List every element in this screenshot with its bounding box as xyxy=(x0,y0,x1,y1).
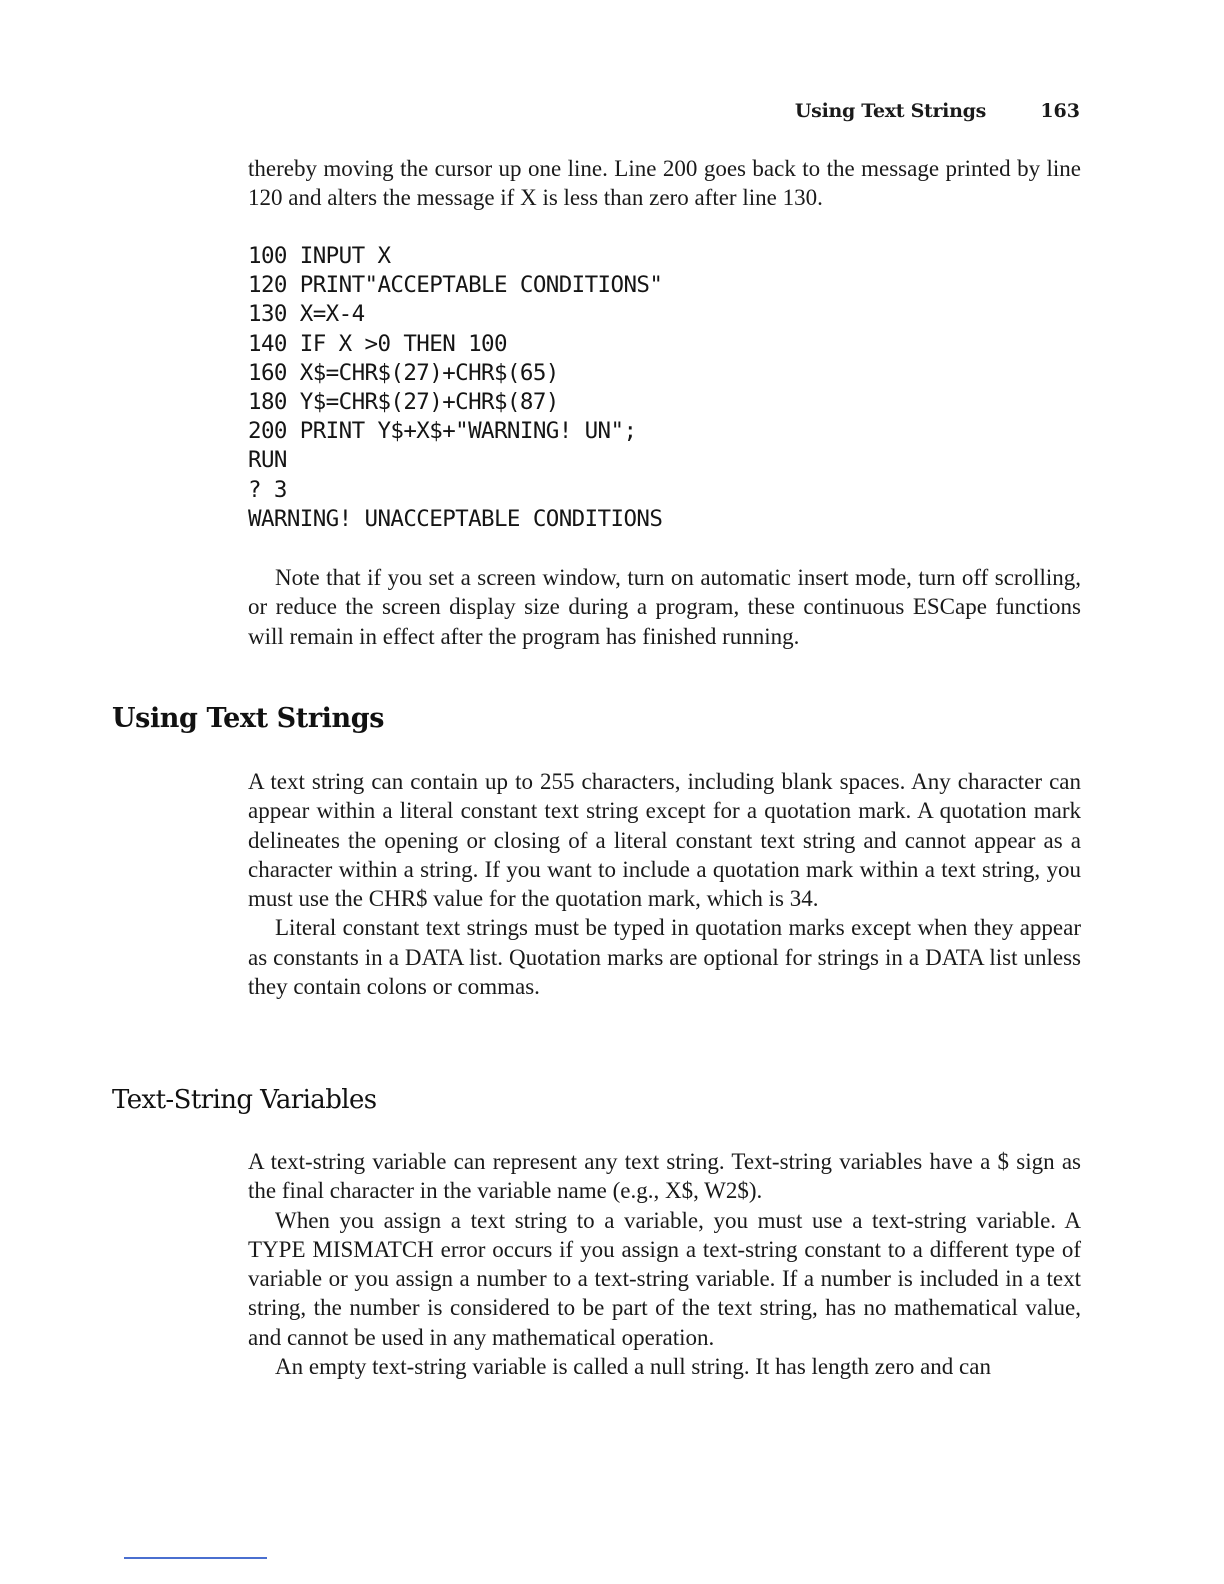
code-line: 200 PRINT Y$+X$+"WARNING! UN"; xyxy=(248,418,637,445)
code-listing xyxy=(248,242,948,534)
intro-text xyxy=(248,154,1081,213)
page-number: 163 xyxy=(1040,100,1080,122)
footnote-rule xyxy=(124,1557,267,1559)
code-line: 100 INPUT X xyxy=(248,243,391,269)
code-line: 180 Y$=CHR$(27)+CHR$(87) xyxy=(248,388,559,415)
running-title: Using Text Strings xyxy=(794,100,986,122)
subsection-paragraph: A text-string variable can represent any text string. Text-string variables have a $ sign as the final character in the variable name (e.g., X$, W2$). xyxy=(248,1149,1081,1204)
running-head xyxy=(700,100,1082,130)
code-line: 140 IF X >0 THEN 100 xyxy=(248,330,507,357)
note-paragraph: Note that if you set a screen window, turn on automatic insert mode, turn off scrolling, or reduce the screen display size during a program, these continuous ESCape functions will remain in effect after the program has finished running. xyxy=(248,565,1081,649)
code-line: 160 X$=CHR$(27)+CHR$(65) xyxy=(248,359,559,386)
subsection-body xyxy=(248,1147,1081,1381)
code-line: RUN xyxy=(248,447,287,474)
subsection-heading: Text-String Variables xyxy=(112,1085,377,1115)
subsection-paragraph: When you assign a text string to a variable, you must use a text-string variable. A TYPE MISMATCH error occurs if you assign a text-string constant to a different type of variable or you assign a number to a text-string variable. If a number is included in a text string, the number is considered to be part of the text string, has no mathematical value, and cannot be used in any mathematical operation. xyxy=(248,1207,1081,1350)
note-text xyxy=(248,563,1081,651)
code-line: 130 X=X-4 xyxy=(248,301,365,328)
section-body xyxy=(248,767,1081,1001)
subsection-paragraph: An empty text-string variable is called a null string. It has length zero and can xyxy=(275,1354,991,1380)
code-line: 120 PRINT"ACCEPTABLE CONDITIONS" xyxy=(248,272,663,299)
code-line: ? 3 xyxy=(248,476,287,503)
intro-paragraph: thereby moving the cursor up one line. Line 200 goes back to the message printed by line 120 and alters the message if X is less than zero after line 130. xyxy=(248,156,1081,211)
section-paragraph: A text string can contain up to 255 characters, including blank spaces. Any character can appear within a literal constant text string except for a quotation mark. A quotation mark delineates the opening or closing of a literal constant text string and cannot appear as a character within a string. If you want to include a quotation mark within a text string, you must use the CHR$ value for the quotation mark, which is 34. xyxy=(248,769,1081,912)
section-heading: Using Text Strings xyxy=(112,703,385,734)
section-paragraph: Literal constant text strings must be typed in quotation marks except when they appear as constants in a DATA list. Quotation marks are optional for strings in a DATA list unless they contain colons or commas. xyxy=(248,915,1081,1000)
code-line: WARNING! UNACCEPTABLE CONDITIONS xyxy=(248,505,663,532)
